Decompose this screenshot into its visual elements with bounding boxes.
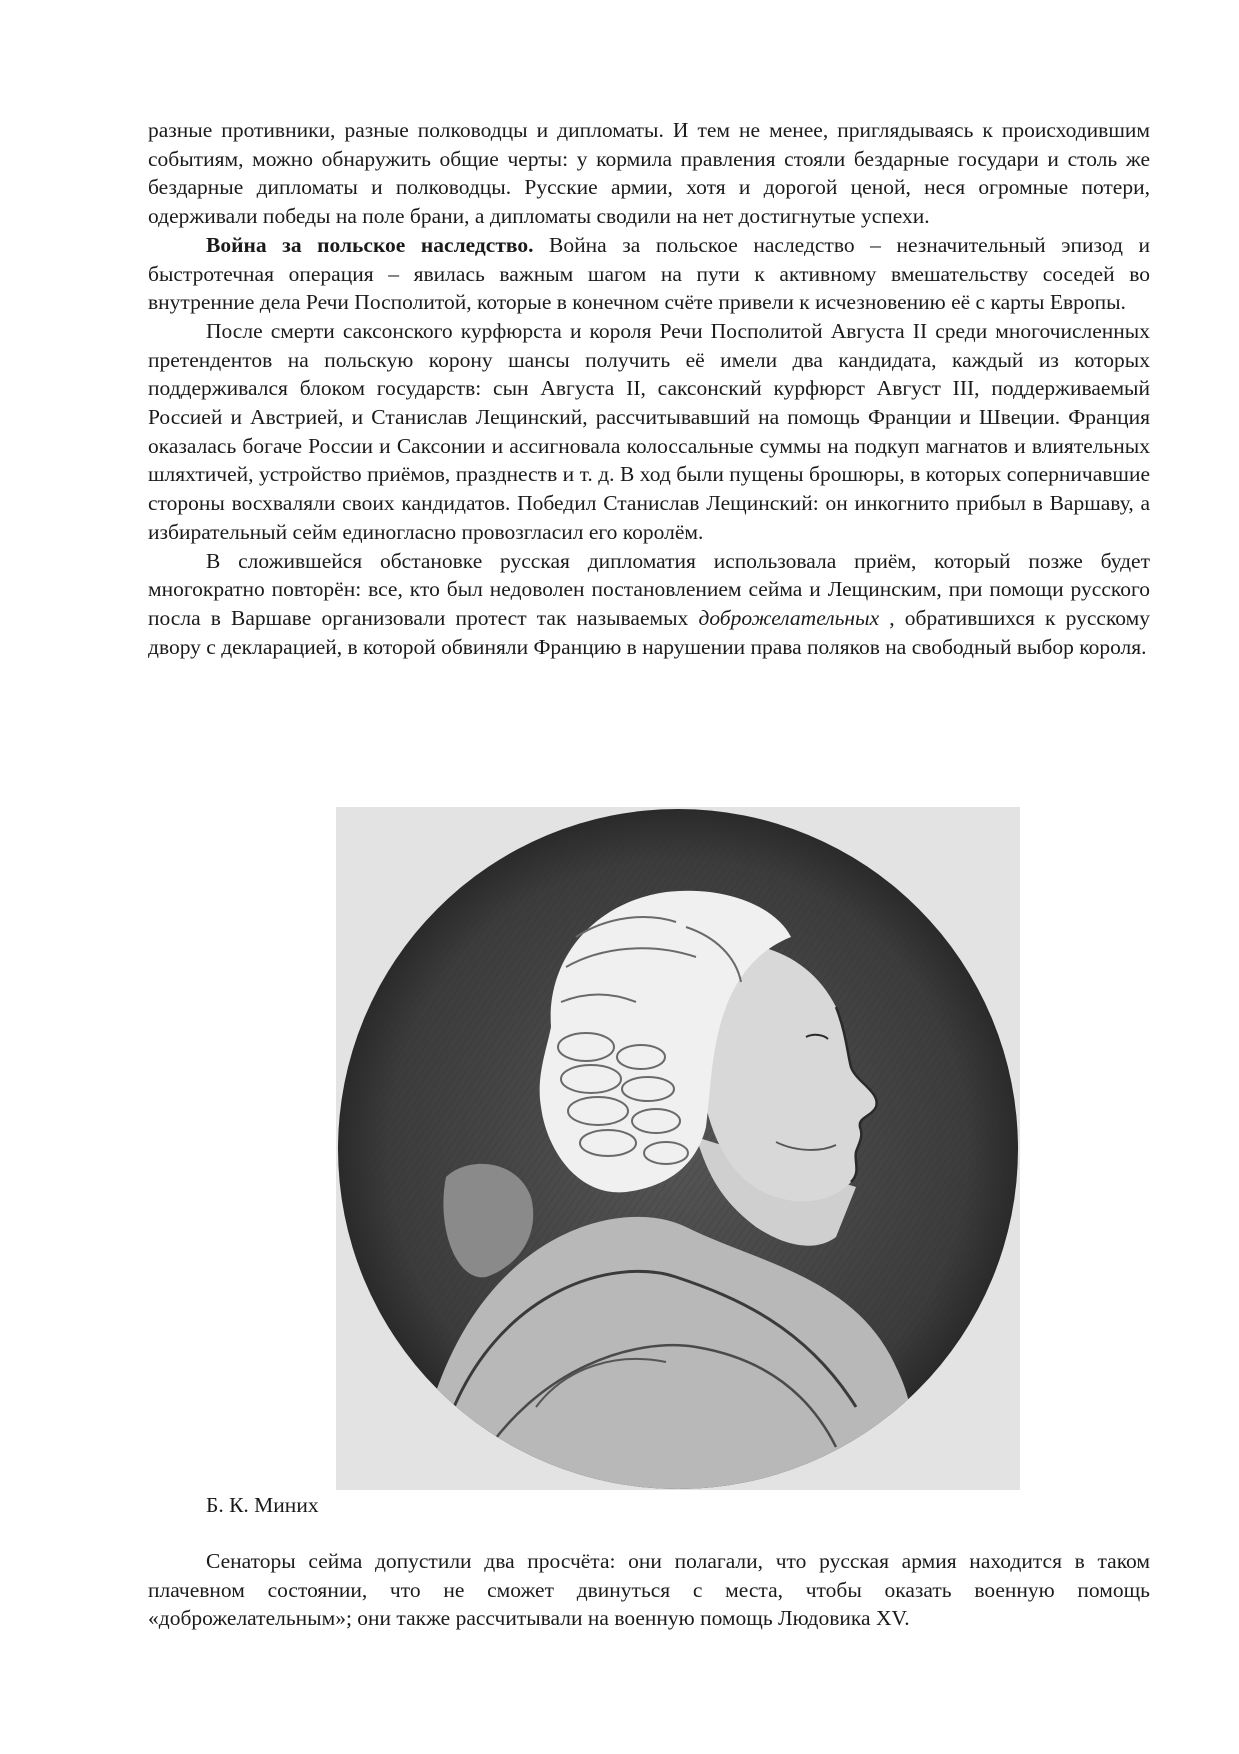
portrait-medallion-icon — [336, 807, 1020, 1490]
paragraph: После смерти саксонского курфюрста и короля Речи Посполитой Августа II среди многочисленных претендентов на польскую корону шансы получить её имели два кандидата, каждый из которых поддерживался блоком государств: сын Августа II, саксонский курфюрст Август III, поддерживаемый Россией и Австрией, и Станислав Лещинский, рассчитывавший на помощь Франции и Швеции. Франция оказалась богаче России и Саксонии и ассигновала колоссальные суммы на подкуп магнатов и влиятельных шляхтичей, устройство приёмов, празднеств и т. д. В ход были пущены брошюры, в которых соперничавшие стороны восхваляли своих кандидатов. Победил Станислав Лещинский: он инкогнито прибыл в Варшаву, а избирательный сейм единогласно провозгласил его королём. — [148, 318, 1150, 544]
section-heading: Война за польское наследство. — [206, 232, 534, 257]
body-text-bottom — [148, 1547, 1150, 1633]
paragraph-section — [148, 231, 1150, 317]
paragraph: разные противники, разные полководцы и дипломаты. И тем не менее, приглядываясь к происходившим событиям, можно обнаружить общие черты: у кормила правления стояли бездарные государи и столь же бездарные дипломаты и полководцы. Русские армии, хотя и дорогой ценой, неся огромные потери, одерживали победы на поле брани, а дипломаты сводили на нет достигнутые успехи. — [148, 118, 1150, 229]
paragraph: Сенаторы сейма допустили два просчёта: они полагали, что русская армия находится в таком плачевном состоянии, что не сможет двинуться с места, чтобы оказать военную помощь «доброжелательным»; они также рассчитывали на военную помощь Людовика XV. — [148, 1549, 1150, 1631]
body-text-top — [148, 116, 1150, 661]
paragraph-text: , обратившихся к русскому двору с декларацией, в которой обвиняли Францию в нарушении права поляков на свободный выбор короля. — [148, 605, 1151, 659]
italic-term: доброжелательных — [698, 605, 880, 630]
paragraph — [148, 547, 1150, 662]
paragraph-text: Война за польское наследство – незначительный эпизод и быстротечная операция – явилась важным шагом на пути к активному вмешательству соседей во внутренние дела Речи Посполитой, которые в конечном счёте привели к исчезновению её с карты Европы. — [148, 232, 1150, 315]
portrait-image — [336, 807, 1020, 1490]
paragraph-text: В сложившейся обстановке русская дипломатия использовала приём, который позже будет многократно повторён: все, кто был недоволен постановлением сейма и Лещинским, при помощи русского посла в Варшаве организовали протест так называемых — [148, 548, 1150, 630]
figure-caption: Б. К. Миних — [206, 1493, 319, 1517]
